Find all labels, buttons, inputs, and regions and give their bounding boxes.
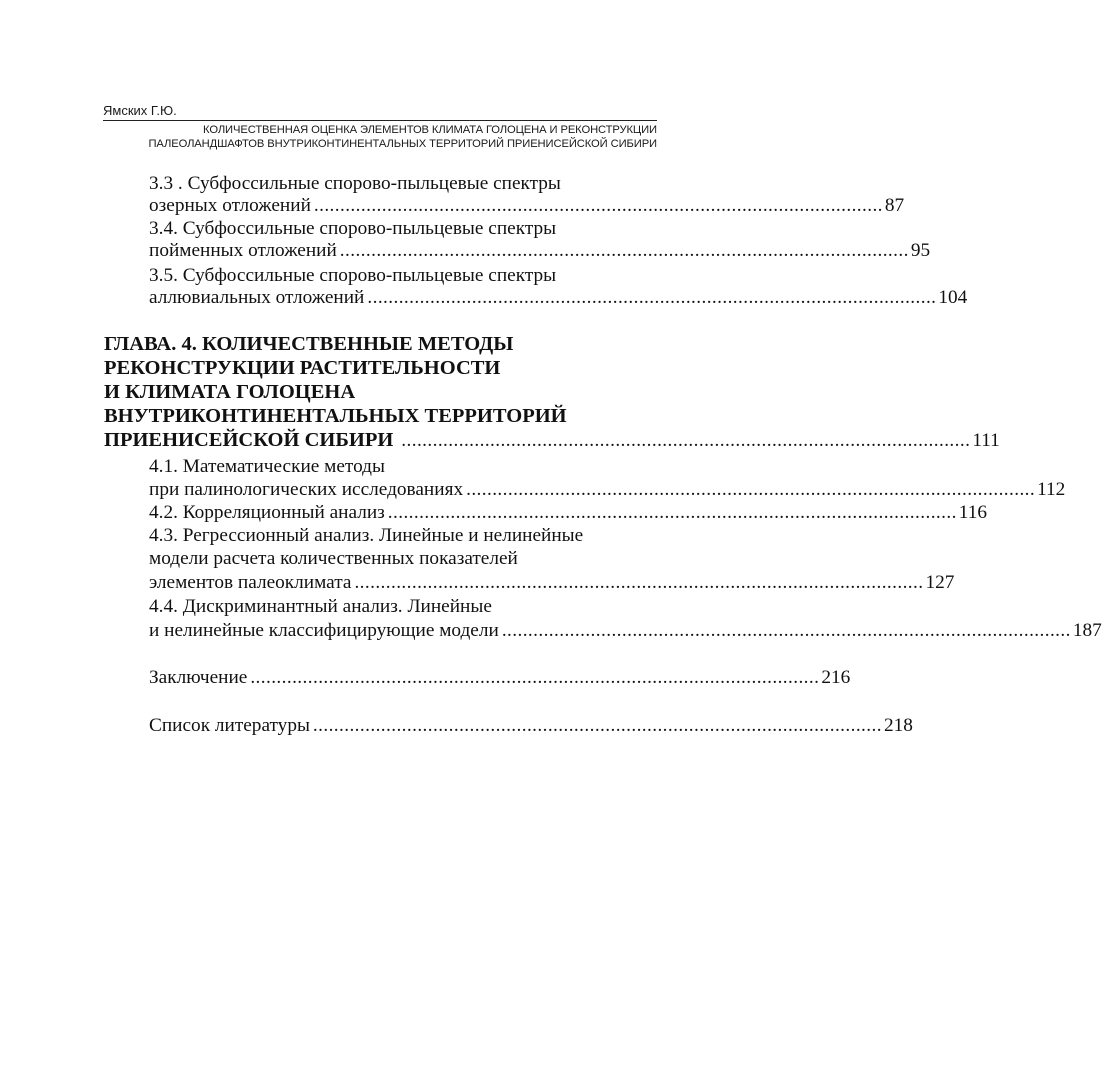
chapter-4-heading-line2: РЕКОНСТРУКЦИИ РАСТИТЕЛЬНОСТИ xyxy=(104,357,501,379)
toc-entry-3-3[interactable] xyxy=(149,194,905,218)
toc-4-1-page: 112 xyxy=(1037,479,1066,500)
toc-entry-3-4[interactable] xyxy=(149,239,931,263)
toc-leader-dots: ............................................................................................................. xyxy=(401,430,971,451)
chapter-4-heading-line4: ВНУТРИКОНТИНЕНТАЛЬНЫХ ТЕРРИТОРИЙ xyxy=(104,405,567,427)
toc-entry-4-1[interactable] xyxy=(149,478,1066,502)
toc-leader-dots: ............................................................................................................. xyxy=(250,667,820,688)
chapter-4-heading-line1: ГЛАВА. 4. КОЛИЧЕСТВЕННЫЕ МЕТОДЫ xyxy=(104,333,514,355)
toc-4-4-page: 187 xyxy=(1072,620,1102,641)
toc-leader-dots: ............................................................................................................. xyxy=(367,287,937,308)
toc-entry-chapter-4[interactable] xyxy=(104,428,1000,453)
toc-leader-dots: ............................................................................................................. xyxy=(339,240,909,261)
toc-conclusion-title: Заключение xyxy=(149,667,248,688)
toc-4-1-title: 4.1. Математические методы xyxy=(149,456,385,477)
toc-3-4-page: 95 xyxy=(910,240,931,261)
toc-leader-dots: ............................................................................................................. xyxy=(312,715,882,736)
toc-entry-references[interactable] xyxy=(149,714,913,738)
toc-leader-dots: ............................................................................................................. xyxy=(354,572,924,593)
toc-4-2-page: 116 xyxy=(958,502,988,523)
toc-entry-3-5[interactable] xyxy=(149,286,968,310)
toc-references-title: Список литературы xyxy=(149,715,310,736)
toc-4-4-title: 4.4. Дискриминантный анализ. Линейные xyxy=(149,596,492,617)
toc-leader-dots: ............................................................................................................. xyxy=(313,195,883,216)
running-header-title-line1: КОЛИЧЕСТВЕННАЯ ОЦЕНКА ЭЛЕМЕНТОВ КЛИМАТА ГОЛОЦЕНА И РЕКОНСТРУКЦИИ xyxy=(203,124,657,136)
running-header-title-line2: ПАЛЕОЛАНДШАФТОВ ВНУТРИКОНТИНЕНТАЛЬНЫХ ТЕРРИТОРИЙ ПРИЕНИСЕЙСКОЙ СИБИРИ xyxy=(148,138,657,150)
toc-4-1-title-cont: при палинологических исследованиях xyxy=(149,479,464,500)
toc-leader-dots: ............................................................................................................. xyxy=(501,620,1071,641)
toc-references-page: 218 xyxy=(883,715,913,736)
toc-4-3-title-cont: модели расчета количественных показателей xyxy=(149,548,518,569)
toc-entry-4-4[interactable] xyxy=(149,619,1102,643)
toc-4-3-page: 127 xyxy=(925,572,955,593)
chapter-4-page: 111 xyxy=(972,430,1000,451)
toc-4-3-title-end: элементов палеоклимата xyxy=(149,572,352,593)
toc-3-3-title: 3.3 . Субфоссильные спорово-пыльцевые спектры xyxy=(149,173,561,194)
running-header-author: Ямских Г.Ю. xyxy=(103,103,177,118)
toc-4-3-title: 4.3. Регрессионный анализ. Линейные и нелинейные xyxy=(149,525,584,546)
toc-4-2-title: 4.2. Корреляционный анализ xyxy=(149,502,385,523)
toc-3-5-page: 104 xyxy=(938,287,968,308)
toc-3-3-title-cont: озерных отложений xyxy=(149,195,311,216)
header-rule xyxy=(103,120,657,121)
toc-4-4-title-cont: и нелинейные классифицирующие модели xyxy=(149,620,499,641)
toc-3-4-title: 3.4. Субфоссильные спорово-пыльцевые спектры xyxy=(149,218,557,239)
toc-entry-conclusion[interactable] xyxy=(149,666,851,690)
toc-3-5-title: 3.5. Субфоссильные спорово-пыльцевые спектры xyxy=(149,265,557,286)
chapter-4-heading-line3: И КЛИМАТА ГОЛОЦЕНА xyxy=(104,381,356,403)
toc-3-4-title-cont: пойменных отложений xyxy=(149,240,337,261)
toc-entry-4-2[interactable] xyxy=(149,501,988,525)
toc-3-5-title-cont: аллювиальных отложений xyxy=(149,287,365,308)
chapter-4-heading-line5: ПРИЕНИСЕЙСКОЙ СИБИРИ xyxy=(104,429,394,451)
toc-3-3-page: 87 xyxy=(884,195,905,216)
toc-entry-4-3[interactable] xyxy=(149,571,955,595)
toc-leader-dots: ............................................................................................................. xyxy=(466,479,1036,500)
toc-conclusion-page: 216 xyxy=(821,667,851,688)
toc-leader-dots: ............................................................................................................. xyxy=(387,502,957,523)
